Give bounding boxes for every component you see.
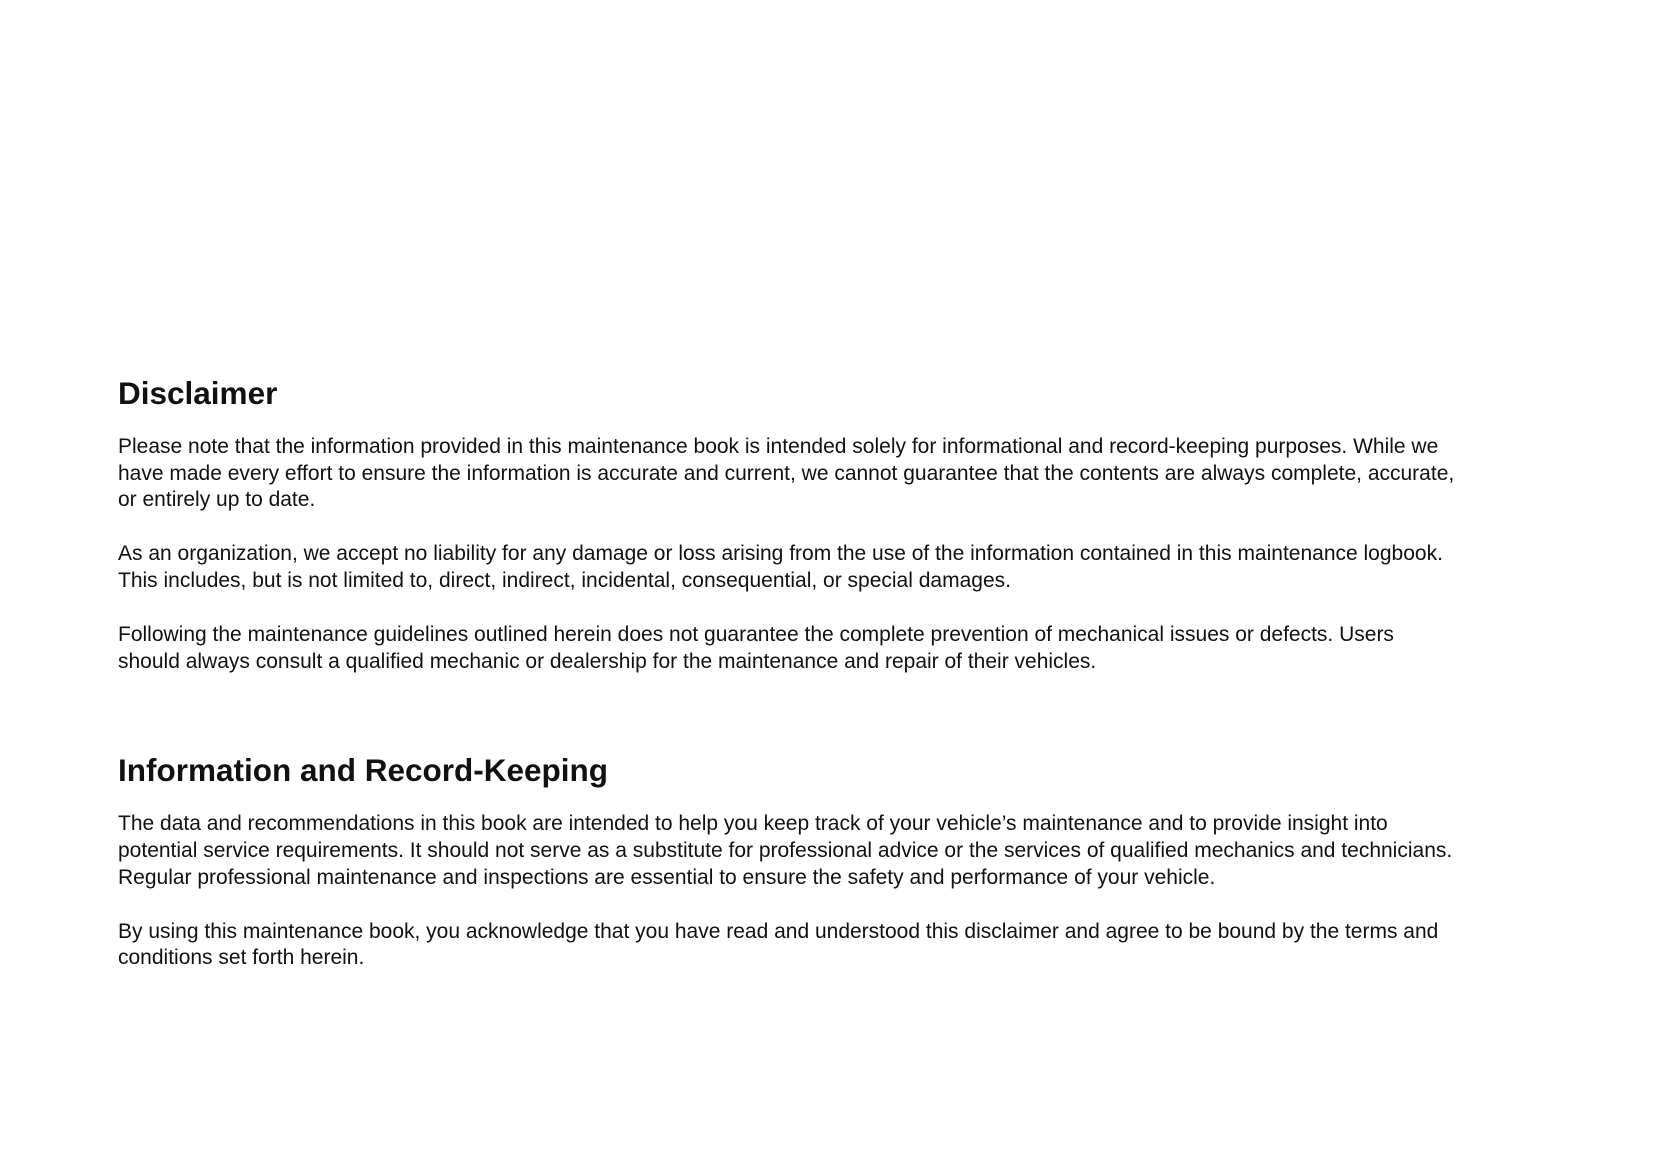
disclaimer-paragraph-3: Following the maintenance guidelines outlined herein does not guarantee the complete prevention of mechanical issues or defects. Users should always consult a qualified mechanic or dealership for the maintenance and repair of their vehicles. [118,622,1394,673]
record-keeping-paragraph-2: By using this maintenance book, you acknowledge that you have read and understood this disclaimer and agree to be bound by the terms and conditions set forth herein. [118,919,1439,970]
disclaimer-heading: Disclaimer [118,375,278,411]
record-keeping-paragraph-1: The data and recommendations in this book are intended to help you keep track of your vehicle’s maintenance and to provide insight into potential service requirements. It should not serve as a substitute for professional advice or the services of qualified mechanics and technicians. Regular professional maintenance and inspections are essential to ensure the safety and performance of your vehicle. [118,812,1453,889]
section-spacer [118,675,1458,757]
disclaimer-paragraph-2: As an organization, we accept no liability for any damage or loss arising from the use of the information contained in this maintenance logbook. This includes, but is not limited to, direct, indirect, incidental, consequential, or special damages. [118,542,1443,592]
disclaimer-paragraph-1: Please note that the information provided in this maintenance book is intended solely for informational and record-keeping purposes. While we have made every effort to ensure the information is accurate and current, we cannot guarantee that the contents are always complete, accurate, or entirely up to date. [118,434,1455,512]
document-content [118,375,1458,972]
record-keeping-heading: Information and Record-Keeping [118,752,609,789]
